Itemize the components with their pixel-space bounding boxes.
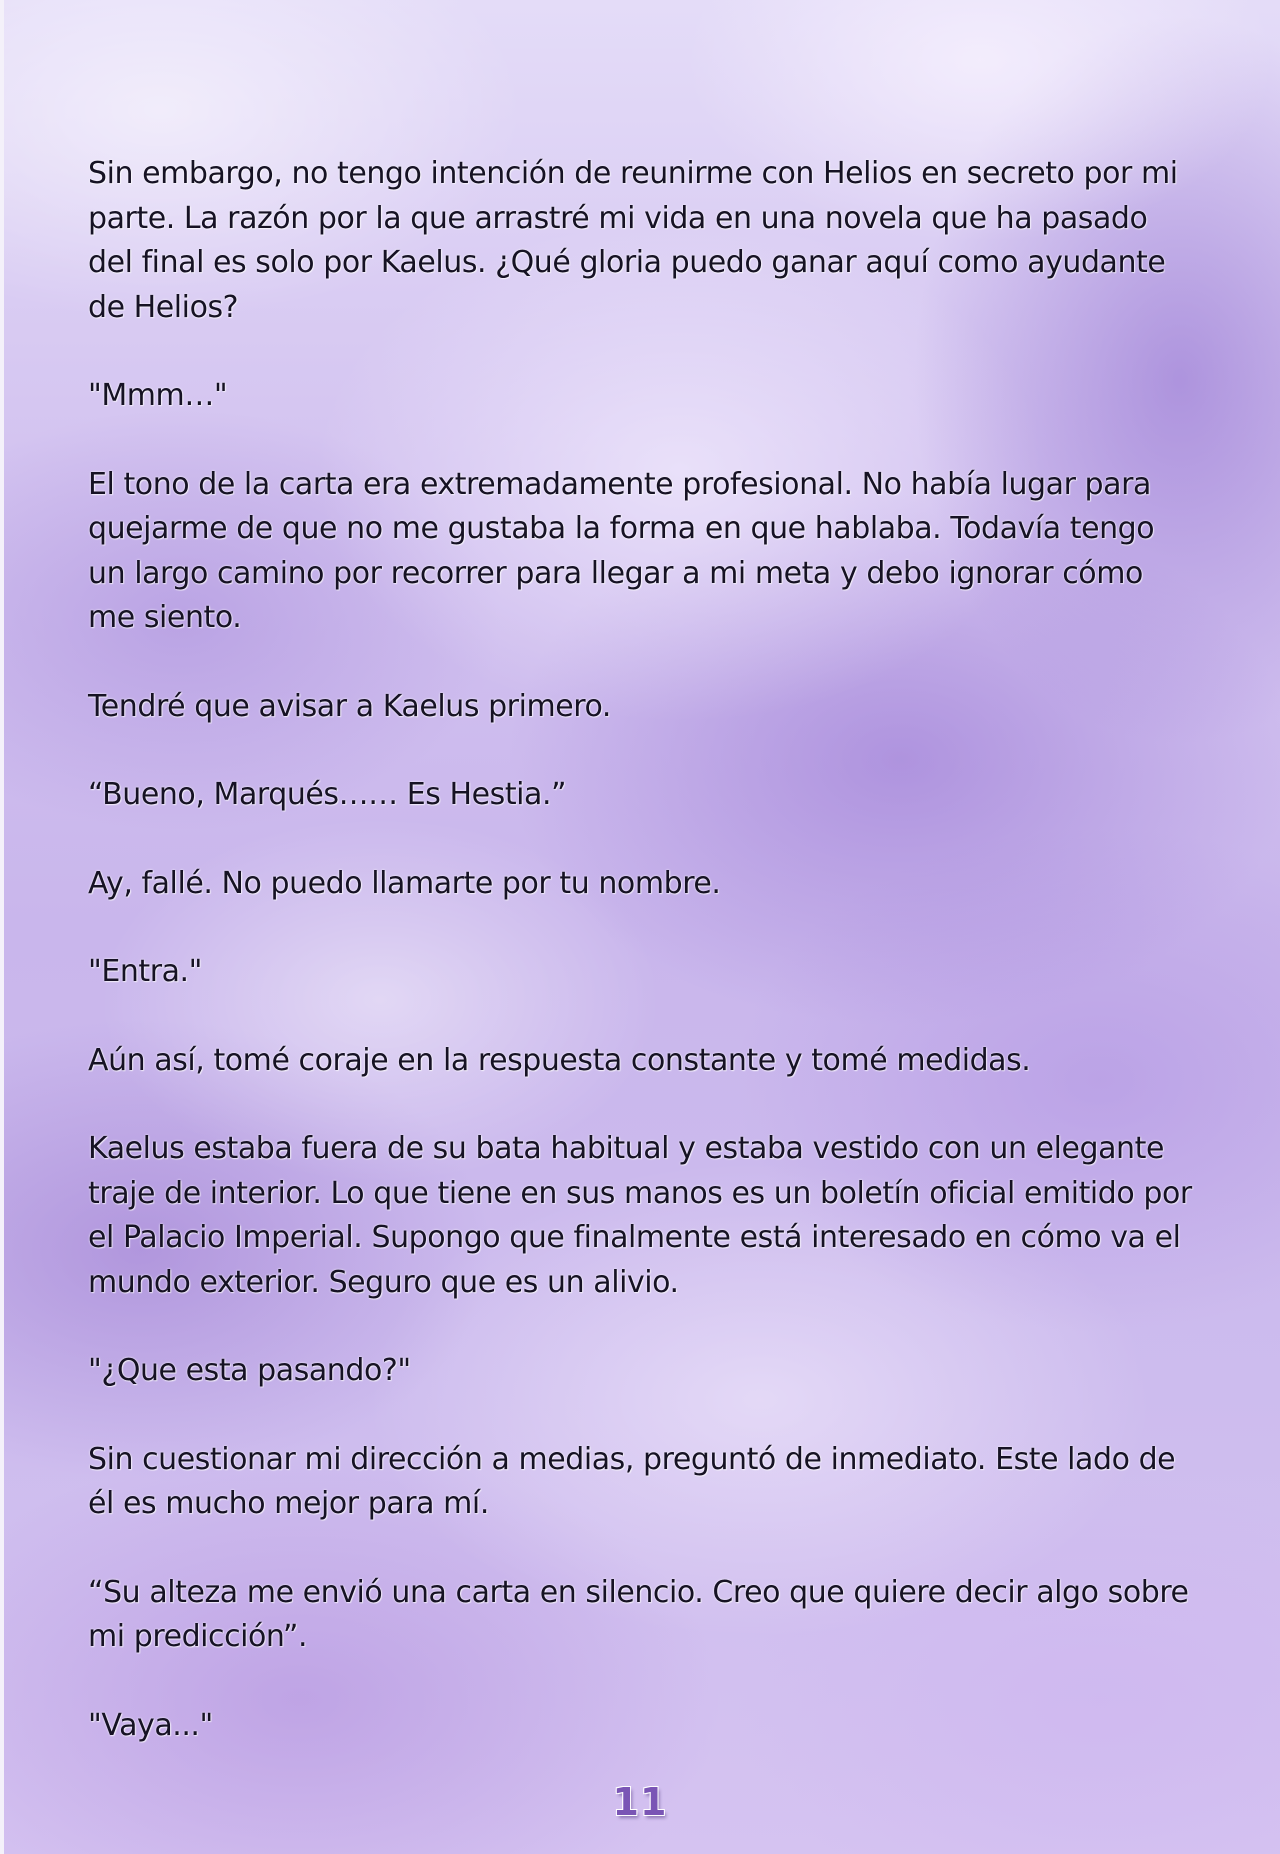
paragraph-11: Sin cuestionar mi dirección a medias, preguntó de inmediato. Este lado de él es mucho mejor para mí. (88, 1441, 1176, 1521)
paragraph-13: "Vaya..." (88, 1707, 213, 1743)
paragraph-1: Sin embargo, no tengo intención de reunirme con Helios en secreto por mi parte. La razón por la que arrastré mi vida en una novela que ha pasado del final es solo por Kaelus. ¿Qué gloria puedo ganar aquí como ayudante de Helios? (88, 156, 1178, 325)
paragraph-4: Tendré que avisar a Kaelus primero. (88, 688, 611, 724)
page-text-body (88, 152, 1198, 1792)
paragraph-2: "Mmm…" (88, 378, 228, 413)
page-number: 11 (612, 1780, 668, 1824)
paragraph-10: "¿Que esta pasando?" (88, 1353, 411, 1388)
paragraph-5: “Bueno, Marqués…… Es Hestia.” (88, 777, 567, 812)
paragraph-7: "Entra." (88, 954, 202, 989)
paragraph-12: “Su alteza me envió una carta en silencio. Creo que quiere decir algo sobre mi predicción”. (88, 1574, 1189, 1654)
paragraph-6: Ay, fallé. No puedo llamarte por tu nombre. (88, 865, 721, 901)
paragraph-3: El tono de la carta era extremadamente profesional. No había lugar para quejarme de que no me gustaba la forma en que hablaba. Todavía tengo un largo camino por recorrer para llegar a mi meta y debo ignorar cómo me siento. (88, 466, 1155, 635)
paragraph-8: Aún así, tomé coraje en la respuesta constante y tomé medidas. (88, 1042, 1031, 1078)
paragraph-9: Kaelus estaba fuera de su bata habitual y estaba vestido con un elegante traje de interior. Lo que tiene en sus manos es un boletín oficial emitido por el Palacio Imperial. Supongo que finalmente está interesado en cómo va el mundo exterior. Seguro que es un alivio. (88, 1131, 1192, 1300)
